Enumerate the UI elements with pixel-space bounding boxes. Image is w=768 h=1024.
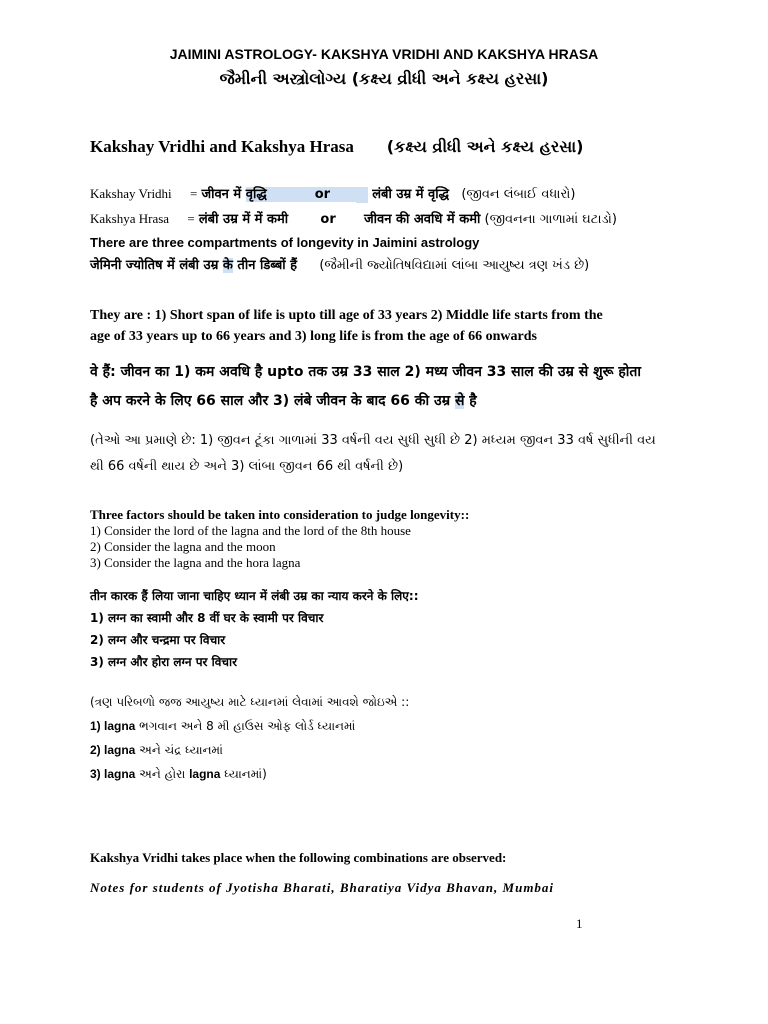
hrasa-hindi-2: जीवन की अवधि में कमी [364, 212, 481, 227]
vridhi-gujarati: (જીવન લંબાઈ વધારો) [461, 187, 576, 202]
factors-english-item: 2) Consider the lagna and the moon [90, 539, 276, 554]
spans-english-line-2: age of 33 years up to 66 years and 3) long life is from the age of 66 onwards [90, 329, 537, 344]
section-heading [90, 137, 583, 157]
hrasa-hindi-1: लंबी उम्र में में कमी [198, 212, 289, 227]
factors-english-item: 1) Consider the lord of the lagna and the lord of the 8th house [90, 523, 411, 538]
factors-gujarati-item: 3) lagna અને હોરા lagna ધ્યાનમાં) [90, 767, 267, 781]
definition-vridhi [90, 186, 575, 203]
highlighted-text: वृद्धि [246, 187, 307, 202]
hrasa-or: or [320, 212, 336, 227]
compartments-hindi: जेमिनी ज्योतिष में लंबी उम्र के तीन डिब्बों हैं [90, 258, 298, 273]
factors-hindi-item: 3) लग्न और होरा लग्न पर विचार [90, 655, 238, 669]
spans-hindi-line-1: वे हैं: जीवन का 1) कम अवधि है upto तक उम्र 33 साल 2) मध्य जीवन 33 साल की उम्र से शुरू होता [90, 364, 642, 380]
factors-english-title: Three factors should be taken into consideration to judge longevity:: [90, 507, 470, 522]
vridhi-hindi-2: लंबी उम्र में वृद्धि [372, 187, 450, 202]
document-title: JAIMINI ASTROLOGY- KAKSHYA VRIDHI AND KAKSHYA HRASA [169, 46, 599, 62]
hrasa-gujarati: (જીવનના ગાળામાં ઘટાડો) [484, 212, 617, 227]
page-number: 1 [576, 916, 583, 931]
compartments-hindi-line [90, 258, 589, 274]
hrasa-label: Kakshya Hrasa [90, 211, 170, 226]
vridhi-label: Kakshay Vridhi [90, 186, 172, 201]
spans-gujarati-line-2: થી 66 વર્ષની થાય છે અને 3) લાંબા જીવન 66 થી વર્ષની છે) [90, 459, 404, 474]
compartments-gujarati: (જૈમીની જ્યોતિષવિદ્યામાં લાંબા આયુષ્ય ત્રણ ખંડ છે) [319, 258, 590, 273]
factors-gujarati-title: (ત્રણ પરિબળો જજ આયુષ્ય માટે ધ્યાનમાં લેવામાં આવશે જોઇએ :: [90, 695, 410, 709]
footer-note: Notes for students of Jyotisha Bharati, Bharatiya Vidya Bhavan, Mumbai [90, 880, 555, 895]
equals-sign: = [189, 186, 198, 201]
factors-hindi-item: 2) लग्न और चन्द्रमा पर विचार [90, 633, 226, 647]
spans-english-line-1: They are : 1) Short span of life is upto till age of 33 years 2) Middle life starts from the [90, 308, 603, 323]
section-heading-english: Kakshay Vridhi and Kakshya Hrasa [90, 137, 354, 156]
factors-english-item: 3) Consider the lagna and the hora lagna [90, 555, 301, 570]
spans-hindi-line-2: है अप करने के लिए 66 साल और 3) लंबे जीवन के बाद 66 की उम्र से है [90, 393, 477, 409]
factors-gujarati-item: 1) lagna ભગવાન અને 8 મી હાઉસ ઓફ લોર્ડ ધ્યાનમાં [90, 719, 356, 733]
factors-gujarati-item: 2) lagna અને ચંદ્ર ધ્યાનમાં [90, 743, 223, 757]
compartments-english: There are three compartments of longevity in Jaimini astrology [90, 235, 480, 250]
spans-gujarati-line-1: (તેઓ આ પ્રમાણે છે: 1) જીવન ટૂંકા ગાળામાં 33 વર્ષની વય સુધી સુધી છે 2) મધ્યમ જીવન 33 વર્ષ સુધીની વય [90, 433, 656, 448]
section-heading-gujarati: (કક્ષ્ય વ્રીધી અને કક્ષ્ય હરસા) [386, 137, 584, 156]
factors-hindi-item: 1) लग्न का स्वामी और 8 वीं घर के स्वामी पर विचार [90, 611, 324, 625]
vridhi-or: or [307, 187, 356, 202]
equals-sign: = [187, 211, 195, 226]
factors-hindi-title: तीन कारक हैं लिया जाना चाहिए ध्यान में लंबी उम्र का न्याय करने के लिए:: [90, 589, 419, 603]
definition-hrasa [90, 211, 617, 228]
document-title-gujarati: જૈમીની અસ્ત્રોલોગ્ય (કક્ષ્ય વ્રીધી અને કક્ષ્ય હરસા) [219, 69, 549, 88]
closing-statement: Kakshya Vridhi takes place when the following combinations are observed: [90, 850, 507, 865]
vridhi-hindi-1: जीवन में वृद्धि [201, 187, 306, 202]
